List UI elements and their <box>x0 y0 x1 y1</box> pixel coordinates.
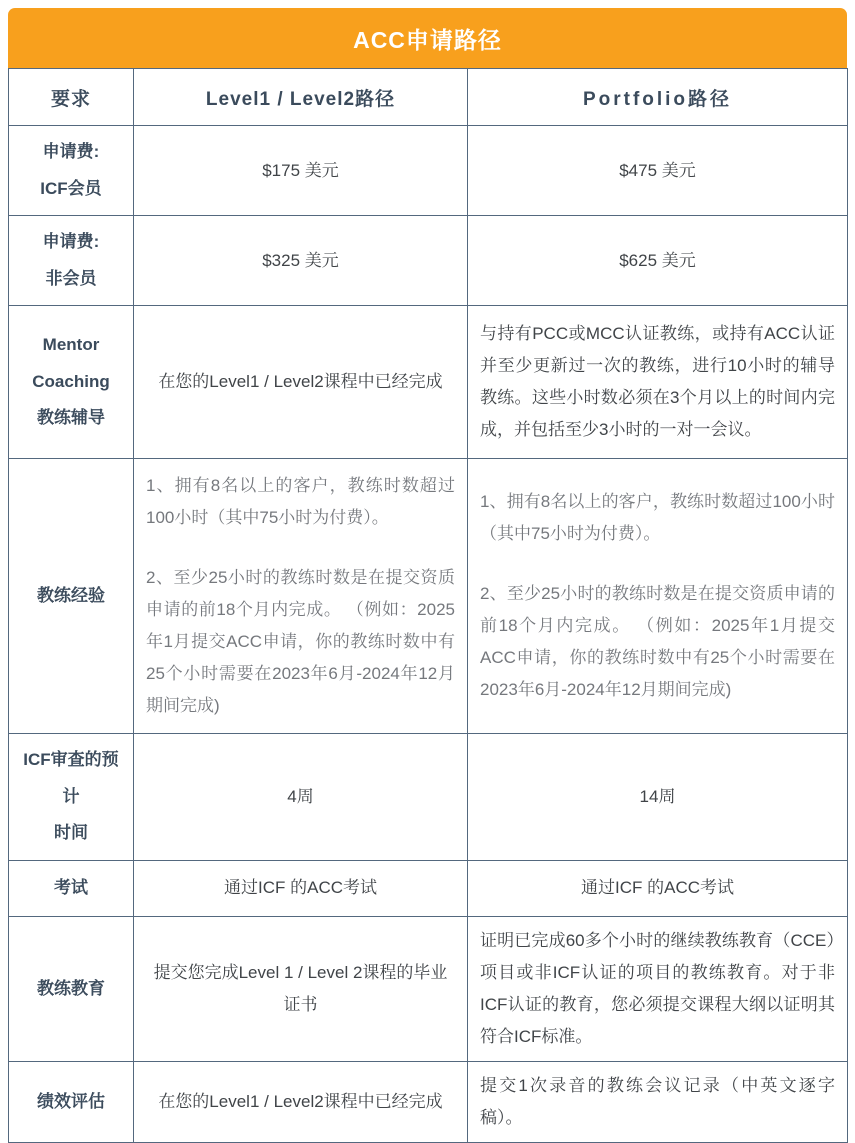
row-label-line: 申请费: <box>42 232 100 252</box>
cell-text: 1、拥有8名以上的客户，教练时数超过100小时（其中75小时为付费）。 <box>146 476 455 528</box>
table-row-coaching-experience <box>9 459 848 734</box>
cell-level-fee-non-member <box>134 216 468 306</box>
row-label-performance-evaluation <box>9 1061 134 1142</box>
row-label-coaching-experience <box>9 459 134 734</box>
cell-text: 2、至少25小时的教练时数是在提交资质申请的前18个月内完成。 （例如：2025年1月提交ACC申请，你的教练时数中有25个小时需要在2023年6月-2024年12月期间完成) <box>146 568 455 716</box>
cell-level-fee-icf-member <box>134 126 468 216</box>
cell-level-coaching-experience <box>134 459 468 734</box>
cell-text: $625 美元 <box>619 250 696 270</box>
cell-text: 通过ICF 的ACC考试 <box>224 878 377 898</box>
row-label-line: 非会员 <box>45 268 97 288</box>
cell-portfolio-exam <box>468 860 848 916</box>
acc-pathway-sheet <box>8 8 847 1143</box>
row-label-exam <box>9 860 134 916</box>
row-label-line: ICF会员 <box>40 178 102 198</box>
cell-text: $175 美元 <box>262 160 339 180</box>
table-row-exam <box>9 860 848 916</box>
row-label-line: Mentor <box>42 335 100 355</box>
page-title: ACC申请路径 <box>8 8 847 68</box>
cell-portfolio-coaching-experience <box>468 459 848 734</box>
cell-text: 提交您完成Level 1 / Level 2课程的毕业证书 <box>153 962 448 1014</box>
cell-text: 2、至少25小时的教练时数是在提交资质申请的前18个月内完成。 （例如：2025年1月提交ACC申请，你的教练时数中有25个小时需要在2023年6月-2024年12月期间完成) <box>480 584 835 700</box>
row-label-line: 时间 <box>54 823 88 843</box>
column-header-level-path: Level1 / Level2路径 <box>134 69 468 126</box>
cell-portfolio-fee-non-member <box>468 216 848 306</box>
table-header-row <box>9 69 848 126</box>
row-label-line: 教练辅导 <box>37 408 105 428</box>
table-row-fee-icf-member <box>9 126 848 216</box>
column-header-portfolio-path: Portfolio路径 <box>468 69 848 126</box>
cell-text: 提交1次录音的教练会议记录（中英文逐字稿）。 <box>480 1075 835 1127</box>
table-row-fee-non-member <box>9 216 848 306</box>
cell-level-exam <box>134 860 468 916</box>
cell-text: 通过ICF 的ACC考试 <box>581 878 734 898</box>
row-label-mentor-coaching <box>9 306 134 459</box>
row-label-fee-icf-member <box>9 126 134 216</box>
row-label-line: 教练教育 <box>37 978 105 998</box>
row-label-line: Coaching <box>32 371 110 391</box>
cell-portfolio-coach-education <box>468 916 848 1061</box>
column-header-requirement: 要求 <box>9 69 134 126</box>
acc-pathway-table <box>8 68 848 1143</box>
cell-portfolio-mentor-coaching <box>468 306 848 459</box>
row-label-line: 考试 <box>54 878 88 898</box>
cell-text: 1、拥有8名以上的客户，教练时数超过100小时（其中75小时为付费）。 <box>480 492 835 544</box>
cell-level-review-time <box>134 734 468 861</box>
cell-level-coach-education <box>134 916 468 1061</box>
cell-portfolio-performance-evaluation <box>468 1061 848 1142</box>
table-row-mentor-coaching <box>9 306 848 459</box>
cell-level-mentor-coaching <box>134 306 468 459</box>
cell-text: 在您的Level1 / Level2课程中已经完成 <box>158 1091 443 1111</box>
cell-portfolio-review-time <box>468 734 848 861</box>
cell-text: 14周 <box>639 787 676 807</box>
row-label-fee-non-member <box>9 216 134 306</box>
cell-level-performance-evaluation <box>134 1061 468 1142</box>
cell-text: 与持有PCC或MCC认证教练，或持有ACC认证并至少更新过一次的教练，进行10小时的辅导教练。这些小时数必须在3个月以上的时间内完成，并包括至少3小时的一对一会议。 <box>480 324 835 440</box>
cell-text: 在您的Level1 / Level2课程中已经完成 <box>158 372 443 392</box>
row-label-line: 申请费: <box>42 142 100 161</box>
cell-portfolio-fee-icf-member <box>468 126 848 216</box>
cell-text: $475 美元 <box>619 160 696 180</box>
cell-text: 证明已完成60多个小时的继续教练教育（CCE）项目或非ICF认证的项目的教练教育。对于非ICF认证的教育，您必须提交课程大纲以证明其符合ICF标准。 <box>480 930 835 1046</box>
cell-text: 4周 <box>287 787 314 807</box>
row-label-review-time <box>9 734 134 861</box>
row-label-line: 教练经验 <box>37 585 105 605</box>
row-label-line: 绩效评估 <box>37 1091 105 1111</box>
table-row-review-time <box>9 734 848 861</box>
row-label-line: ICF审查的预计 <box>23 750 119 806</box>
table-row-coach-education <box>9 916 848 1061</box>
row-label-coach-education <box>9 916 134 1061</box>
table-row-performance-evaluation <box>9 1061 848 1142</box>
cell-text: $325 美元 <box>262 250 339 270</box>
